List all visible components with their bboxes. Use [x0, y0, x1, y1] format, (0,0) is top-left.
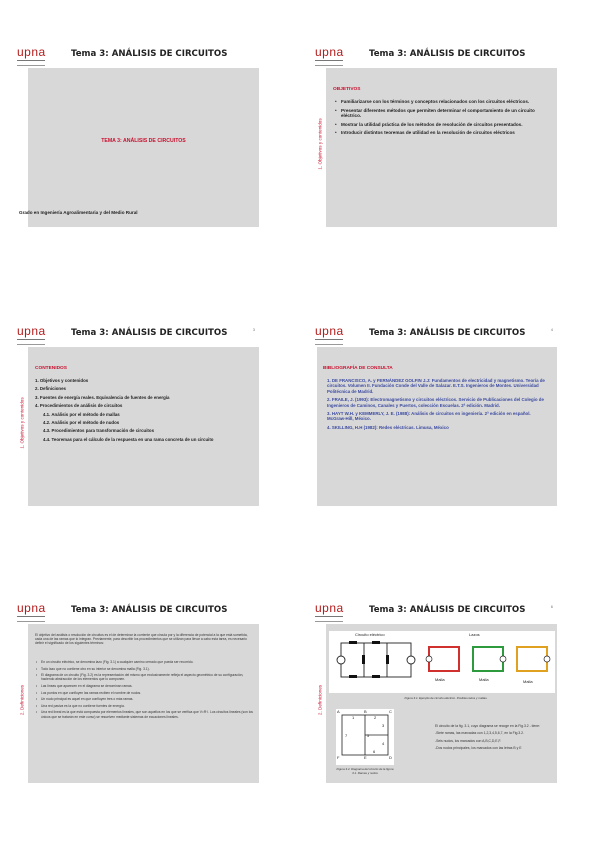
- slide-body: [317, 347, 557, 506]
- circuit-figure: [329, 631, 555, 693]
- slide-title: Tema 3: ANÁLISIS DE CIRCUITOS: [71, 49, 228, 59]
- list-item: • Presentar diferentes métodos que permiten determinar el comportamiento de un circuito eléctrico.: [341, 108, 546, 119]
- slide-center-title: TEMA 3: ANÁLISIS DE CIRCUITOS: [101, 138, 186, 144]
- section-title: CONTENIDOS: [35, 366, 67, 371]
- section-title: BIBLIOGRAFÍA DE CONSULTA: [323, 366, 393, 371]
- list-item: 2. FRAILE, J. (1993): Electromagnetismo y circuitos eléctricos. Servicio de Publicaciones del Colegio de Ingenieros de Caminos, Canales y Puertos, colección Escuelas. 2ª edición. Madrid.: [327, 397, 544, 408]
- section-title: OBJETIVOS: [333, 87, 361, 92]
- slide-title: Tema 3: ANÁLISIS DE CIRCUITOS: [369, 605, 526, 615]
- list-subitem: 4.3. Procedimientos para transformación de circuitos: [43, 428, 155, 434]
- list-item: 1. DE FRANCISCO, A. y FERNÁNDEZ GOLFIN J.J: Fundamentos de electricidad y magnetismo. Teoría de circuitos. Volumen II. Fundación Conde del Valle de Salazar. E.T.S. Ingenieros de Montes. Universidad Politécnica de Madrid.: [327, 378, 545, 394]
- mesh-label: Malla: [523, 679, 533, 684]
- slide-2: [313, 44, 557, 227]
- slide-header: [15, 600, 259, 624]
- diagram-description: [435, 724, 553, 750]
- slide-header: [313, 600, 557, 624]
- slide-title: Tema 3: ANÁLISIS DE CIRCUITOS: [369, 328, 526, 338]
- upna-logo: upna: [315, 325, 345, 345]
- slide-body: [28, 68, 259, 227]
- list-item: 2. Definiciones: [35, 386, 66, 392]
- side-label: 1. Objetivos y contenidos: [317, 118, 322, 170]
- branch-label: 4: [382, 741, 385, 746]
- slide-header: [15, 44, 259, 68]
- side-label: 2. Definiciones: [19, 684, 24, 716]
- slide-title: Tema 3: ANÁLISIS DE CIRCUITOS: [369, 49, 526, 59]
- slide-body: [28, 347, 259, 506]
- circuit-diagram: [336, 709, 394, 765]
- list-item: • Introducir distintos teoremas de utilidad en la resolución de circuitos eléctricos: [341, 130, 546, 136]
- slide-header: [15, 323, 259, 347]
- list-item: 4. SKILLING, H.H (1982): Redes eléctricas. Limusa, México: [327, 424, 449, 430]
- list-item: 1. Objetivos y contenidos: [35, 378, 89, 383]
- contents-list: [35, 378, 247, 445]
- description-line: -Dos nudos principales, los marcados con las letras B y E: [435, 745, 522, 750]
- list-item: • Una red pasiva es la que no contiene fuentes de energía.: [41, 704, 257, 708]
- slide-1: [15, 44, 259, 227]
- node-label: C: [389, 709, 392, 714]
- node-label: B: [364, 709, 367, 714]
- slide-body: [326, 624, 557, 783]
- branch-label: 7: [345, 733, 348, 738]
- node-label: E: [364, 755, 367, 760]
- figure-caption: Figura 3.1. Ejemplo de circuito eléctrico. Posibles lazos y mallas.: [404, 696, 488, 700]
- slide-header: [313, 323, 557, 347]
- branch-label: 2: [374, 715, 377, 720]
- side-label: 1. Objetivos y contenidos: [19, 397, 24, 449]
- slide-body: [326, 68, 557, 227]
- slide-title: Tema 3: ANÁLISIS DE CIRCUITOS: [71, 328, 228, 338]
- list-item: • Mostrar la utilidad práctica de los métodos de resolución de circuitos presentados.: [341, 122, 546, 128]
- list-item: • El diagrama de un circuito (Fig. 3.2) es la representación del mismo que exclusivamente refleja el aspecto geométrico de su configuración, haciendo abstracción de los elementos que lo componen.: [41, 673, 257, 681]
- intro-paragraph: El objetivo del análisis o resolución de circuitos es el de determinar la corriente que circula por y la diferencia de potencial a la que está sometida, cada una de las ramas que lo integran. Previamente, para describir los procedimientos que se utilizan para llevar a cabo esta tarea, es necesario definir el significado de los siguientes términos:: [35, 633, 248, 646]
- list-subitem: 4.4. Teoremas para el cálculo de la respuesta en una rama concreta de un circuito: [43, 436, 214, 442]
- branch-label: 6: [373, 749, 376, 754]
- list-item: • Un nudo principal es aquel en que confluyen tres o más ramas.: [41, 697, 257, 701]
- figure-caption: Figura 3.2. Diagrama del circuito de la figura 3.1. Ramas y nudos: [336, 767, 394, 775]
- upna-logo: upna: [315, 46, 345, 66]
- slide-title: Tema 3: ANÁLISIS DE CIRCUITOS: [71, 605, 228, 615]
- objectives-list: [333, 99, 546, 139]
- slide-header: [313, 44, 557, 68]
- list-subitem: 4.1. Análisis por el método de mallas: [43, 411, 120, 417]
- node-label: A: [337, 709, 340, 714]
- degree-label: Grado en Ingeniería Agroalimentaria y del Medio Rural: [19, 210, 138, 215]
- slide-number: 3: [252, 327, 255, 332]
- branch-label: 1: [352, 715, 355, 720]
- list-item: 4. Procedimientos de análisis de circuitos: [35, 403, 123, 409]
- list-subitem: 4.2. Análisis por el método de nudos: [43, 420, 120, 426]
- list-item: • Los puntos en que confluyen las ramas reciben el nombre de nudos.: [41, 691, 257, 695]
- circuit-label: Circuito eléctrico: [355, 632, 385, 637]
- loops-label: Lazos: [469, 632, 480, 637]
- slide-3: [15, 323, 259, 506]
- list-item: • Una red lineal es la que está compuesta por elementos lineales, que son aquellos en los que se verifica que V=R·I. Los circuitos lineales (son los únicos que se tratarán en este curso) se resuelven mediante sistemas de ecuaciones lineales.: [41, 710, 257, 718]
- slide-number: 6: [550, 604, 553, 609]
- mesh-label: Malla: [479, 677, 489, 682]
- slide-4: [313, 323, 557, 506]
- upna-logo: upna: [315, 602, 345, 622]
- slide-5: [15, 600, 259, 783]
- mesh-label: Malla: [435, 677, 445, 682]
- circuit-drawing: [329, 631, 555, 693]
- bibliography-list: [327, 378, 549, 433]
- description-line: -Seis nudos, los marcados con A,B,C,D,E,F.: [435, 738, 502, 743]
- list-item: • En un circuito eléctrico, se denomina lazo (Fig. 3.1) a cualquier camino cerrado que pueda ser recorrido.: [41, 660, 257, 664]
- list-item: 3. Fuentes de energía reales. Equivalencia de fuentes de energía: [35, 394, 170, 400]
- description-line: El circuito de la fig. 3.1, cuyo diagrama se recoge en la Fig.3.2 - tiene:: [435, 724, 540, 728]
- upna-logo: upna: [17, 602, 47, 622]
- list-item: 3. HAYT W.H. y KEMMERLY, J. E. (1988): Análisis de circuitos en ingeniería. 2ª edición en español. McGraw-Hill, México.: [327, 411, 531, 422]
- upna-logo: upna: [17, 325, 47, 345]
- upna-logo: upna: [17, 46, 47, 66]
- slide-number: 4: [550, 327, 553, 332]
- node-label: D: [389, 755, 392, 760]
- side-label: 2. Definiciones: [317, 684, 322, 716]
- definitions-list: [35, 660, 257, 721]
- node-label: F: [337, 755, 340, 760]
- branch-label: 5: [367, 733, 370, 738]
- list-item: • Familiarizarse con los términos y conceptos relacionados con los circuitos eléctricos.: [341, 99, 546, 105]
- slide-body: [28, 624, 259, 783]
- list-item: • Las líneas que aparecen en el diagrama se denominan ramas.: [41, 684, 257, 688]
- slide-6: [313, 600, 557, 783]
- description-line: -Siete ramas, las marcadas con 1,2,3,4,5,6,7, en la Fig.3.2.: [435, 731, 524, 736]
- list-item: • Todo lazo que no contiene otro en su interior se denomina malla (Fig. 3.1).: [41, 667, 257, 671]
- branch-label: 3: [382, 723, 385, 728]
